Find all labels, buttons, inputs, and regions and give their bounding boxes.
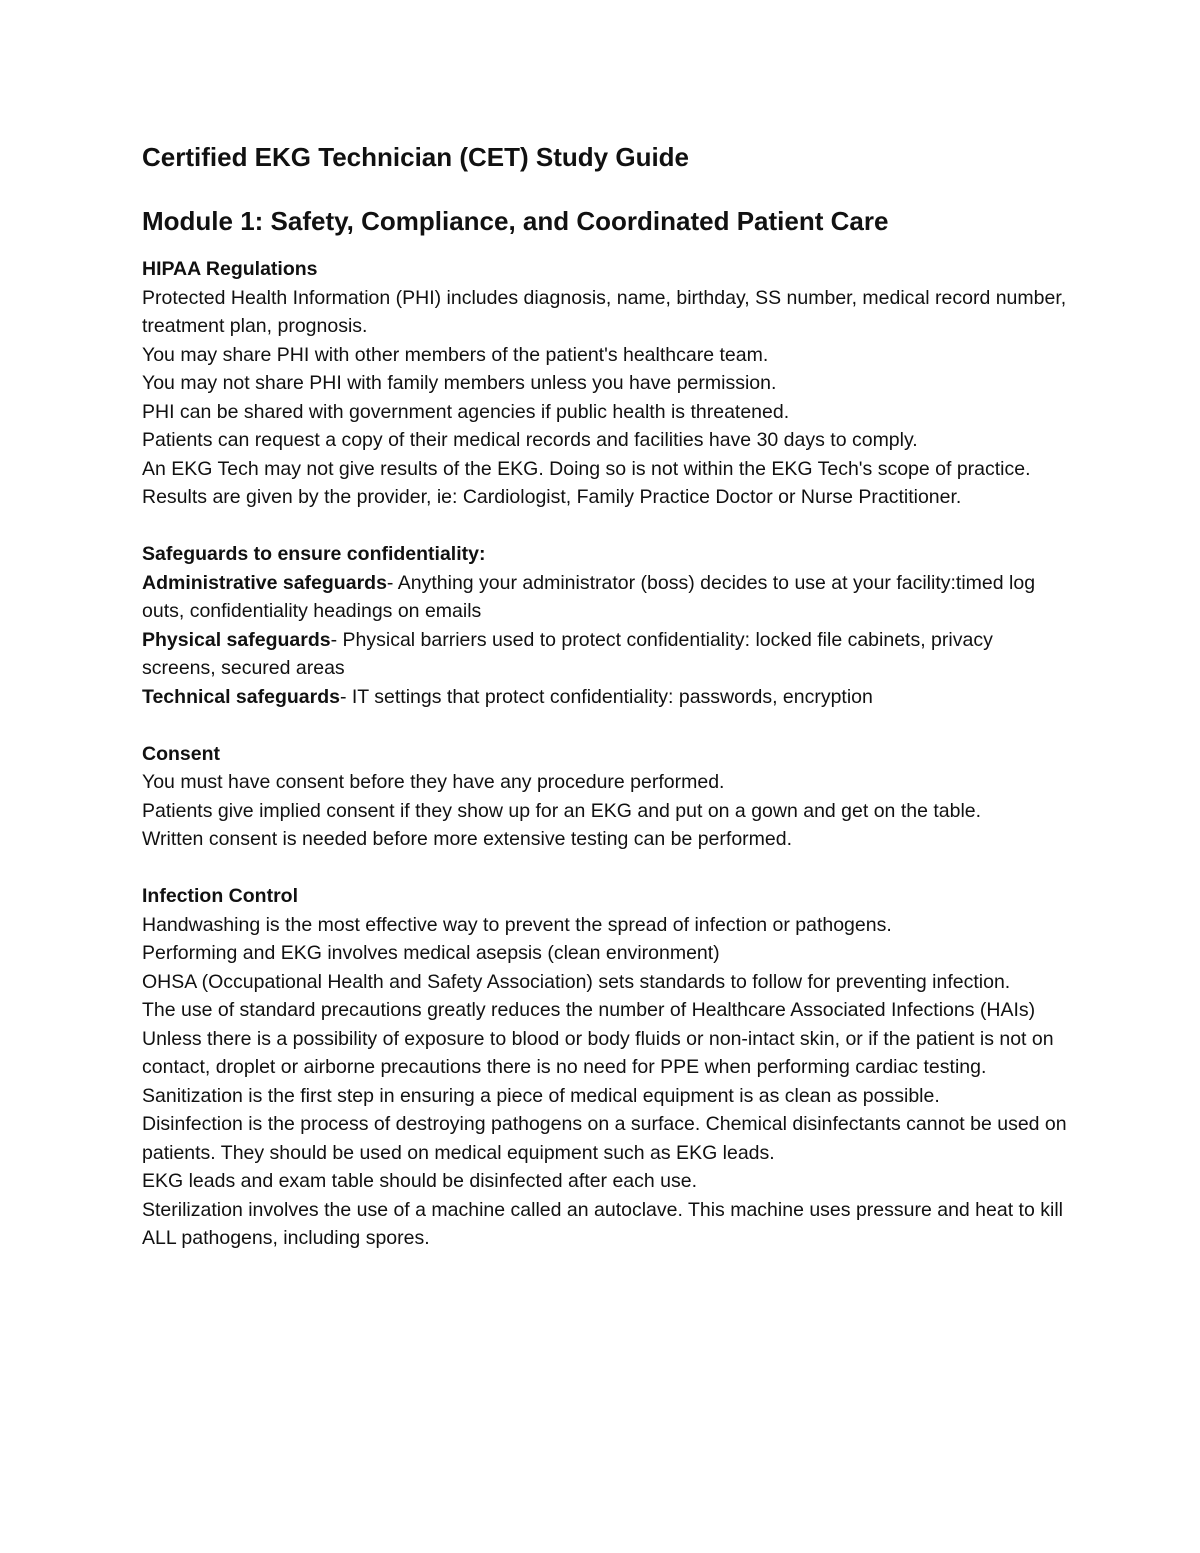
section-heading-safeguards: Safeguards to ensure confidentiality:	[142, 543, 486, 565]
infection-control-line: Unless there is a possibility of exposure to blood or body fluids or non-intact skin, or if the patient is not on contact, droplet or airborne precautions there is no need for PPE when performing cardiac testing.	[142, 1027, 1054, 1078]
safeguard-item-technical	[142, 683, 1067, 712]
document-title: Certified EKG Technician (CET) Study Guide	[142, 142, 690, 172]
safeguard-item-physical	[142, 626, 1067, 683]
infection-control-line: Sterilization involves the use of a machine called an autoclave. This machine uses pressure and heat to kill ALL pathogens, including spores.	[142, 1198, 1063, 1249]
section-safeguards	[142, 540, 1067, 711]
hipaa-line: You may share PHI with other members of the patient's healthcare team.	[142, 343, 769, 366]
hipaa-line: PHI can be shared with government agencies if public health is threatened.	[142, 400, 790, 423]
infection-control-line: Sanitization is the first step in ensuring a piece of medical equipment is as clean as possible.	[142, 1084, 940, 1107]
section-infection-control	[142, 882, 1067, 1253]
hipaa-line: Patients can request a copy of their medical records and facilities have 30 days to comply.	[142, 429, 918, 451]
module-title: Module 1: Safety, Compliance, and Coordinated Patient Care	[142, 206, 889, 236]
infection-control-line: The use of standard precautions greatly reduces the number of Healthcare Associated Infections (HAIs)	[142, 999, 1036, 1021]
safeguard-text: - Physical barriers used to protect confidentiality: locked file cabinets, privacy screens, secured areas	[142, 628, 993, 679]
section-heading-consent: Consent	[142, 742, 220, 765]
infection-control-line: Handwashing is the most effective way to prevent the spread of infection or pathogens.	[142, 913, 892, 936]
section-hipaa	[142, 255, 1067, 512]
consent-line: Patients give implied consent if they show up for an EKG and put on a gown and get on the table.	[142, 799, 982, 822]
safeguard-text: - IT settings that protect confidentiality: passwords, encryption	[339, 685, 873, 708]
section-heading-infection-control: Infection Control	[142, 885, 298, 907]
infection-control-line: Disinfection is the process of destroying pathogens on a surface. Chemical disinfectants cannot be used on patients. They should be used on medical equipment such as EKG leads.	[142, 1113, 1067, 1164]
safeguard-term: Administrative safeguards	[142, 571, 387, 594]
safeguard-item-administrative	[142, 569, 1067, 626]
hipaa-line: You may not share PHI with family members unless you have permission.	[142, 372, 777, 394]
consent-line: You must have consent before they have any procedure performed.	[142, 771, 725, 793]
safeguard-term: Physical safeguards	[142, 628, 331, 651]
infection-control-line: Performing and EKG involves medical asepsis (clean environment)	[142, 942, 720, 964]
section-heading-hipaa: HIPAA Regulations	[142, 258, 318, 280]
safeguard-term: Technical safeguards	[142, 685, 340, 708]
hipaa-line: An EKG Tech may not give results of the EKG. Doing so is not within the EKG Tech's scope of practice. Results are given by the provider, ie: Cardiologist, Family Practice Doctor or Nurse Practitioner.	[142, 457, 1031, 508]
hipaa-line: Protected Health Information (PHI) includes diagnosis, name, birthday, SS number, medical record number, treatment plan, prognosis.	[142, 286, 1067, 337]
infection-control-line: EKG leads and exam table should be disinfected after each use.	[142, 1170, 698, 1192]
section-consent	[142, 740, 1067, 854]
safeguard-text: - Anything your administrator (boss) decides to use at your facility:timed log outs, confidentiality headings on emails	[142, 571, 1036, 622]
document-page	[142, 140, 1067, 1253]
consent-line: Written consent is needed before more extensive testing can be performed.	[142, 828, 793, 850]
infection-control-line: OHSA (Occupational Health and Safety Association) sets standards to follow for preventing infection.	[142, 970, 1011, 993]
